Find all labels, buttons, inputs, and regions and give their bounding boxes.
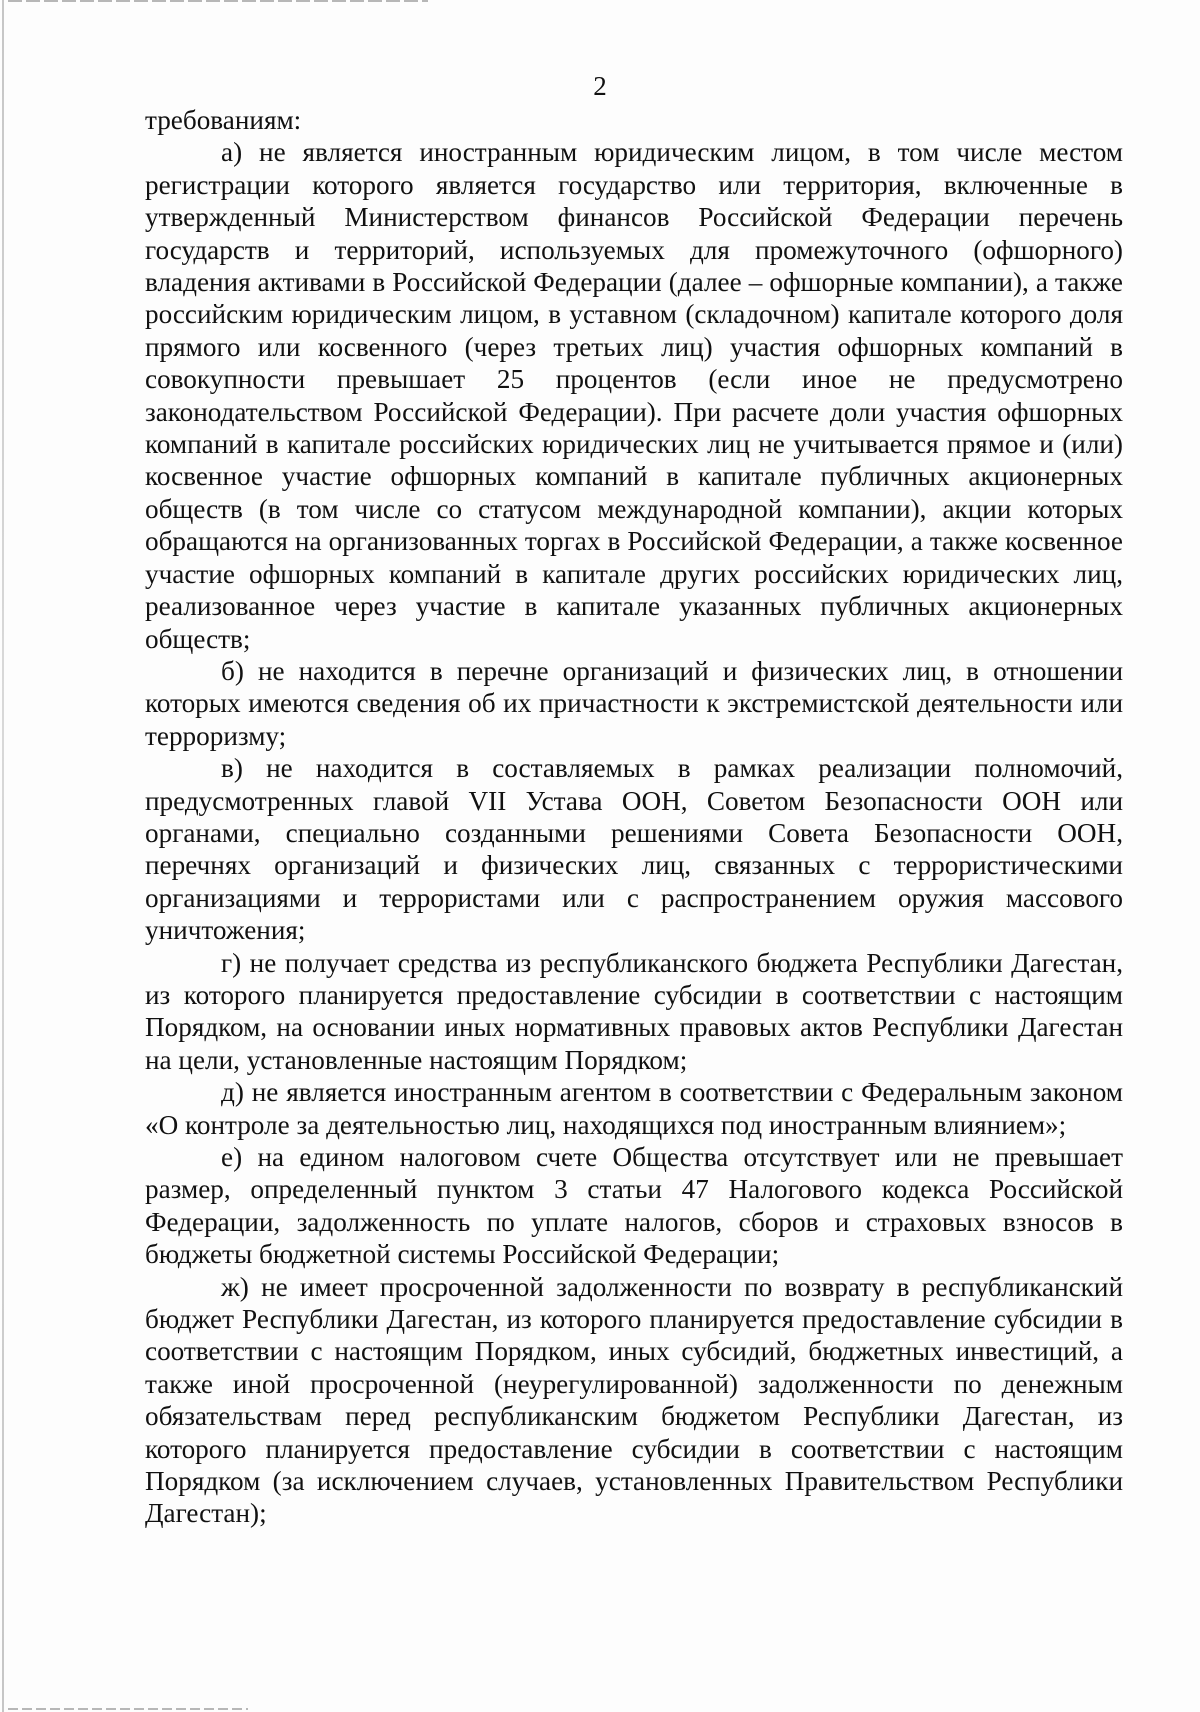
document-body [145,104,1123,1530]
scan-edge-left [2,0,4,1712]
paragraph-item-zh: ж) не имеет просроченной задолженности по возврату в республиканский бюджет Республики Дагестан, из которого планируется предоставление субсидии в соответствии с настоящим Порядком, иных субсидий, бюджетных инвестиций, а также иной просроченной (неурегулированной) задолженности по денежным обязательствам перед республиканским бюджетом Республики Дагестан, из которого планируется предоставление субсидии в соответствии с настоящим Порядком (за исключением случаев, установленных Правительством Республики Дагестан); [145,1271,1123,1529]
paragraph-item-e: е) на едином налоговом счете Общества отсутствует или не превышает размер, определенный пунктом 3 статьи 47 Налогового кодекса Российской Федерации, задолженность по уплате налогов, сборов и страховых взносов в бюджеты бюджетной системы Российской Федерации; [145,1142,1123,1270]
scan-edge-bottom [8,1708,248,1710]
paragraph-item-d: д) не является иностранным агентом в соответствии с Федеральным законом «О контроле за деятельностью лиц, находящихся под иностранным влиянием»; [145,1077,1123,1140]
paragraph-item-v: в) не находится в составляемых в рамках реализации полномочий, предусмотренных главой VII Устава ООН, Советом Безопасности ООН или органами, специально созданными решениями Совета Безопасности ООН, перечнях организаций и физических лиц, связанных с террористическими организациями и террористами или с распространением оружия массового уничтожения; [145,753,1123,946]
paragraph-continuation: требованиям: [145,105,302,135]
scan-edge-top [8,0,428,2]
paragraph-item-a: а) не является иностранным юридическим лицом, в том числе местом регистрации которого является государство или территория, включенные в утвержденный Министерством финансов Российской Федерации перечень государств и территорий, используемых для промежуточного (офшорного) владения активами в Российской Федерации (далее – офшорные компании), а также российским юридическим лицом, в уставном (складочном) капитале которого доля прямого или косвенного (через третьих лиц) участия офшорных компаний в совокупности превышает 25 процентов (если иное не предусмотрено законодательством Российской Федерации). При расчете доли участия офшорных компаний в капитале российских юридических лиц не учитывается прямое и (или) косвенное участие офшорных компаний в капитале публичных акционерных обществ (в том числе со статусом международной компании), акции которых обращаются на организованных торгах в Российской Федерации, а также косвенное участие офшорных компаний в капитале других российских юридических лиц, реализованное через участие в капитале указанных публичных акционерных обществ; [145,137,1123,654]
paragraph-item-b: б) не находится в перечне организаций и физических лиц, в отношении которых имеются сведения об их причастности к экстремистской деятельности или терроризму; [145,655,1123,751]
paragraph-item-g: г) не получает средства из республиканского бюджета Республики Дагестан, из которого планируется предоставление субсидии в соответствии с настоящим Порядком, на основании иных нормативных правовых актов Республики Дагестан на цели, установленные настоящим Порядком; [145,947,1123,1075]
page-number: 2 [593,71,607,101]
